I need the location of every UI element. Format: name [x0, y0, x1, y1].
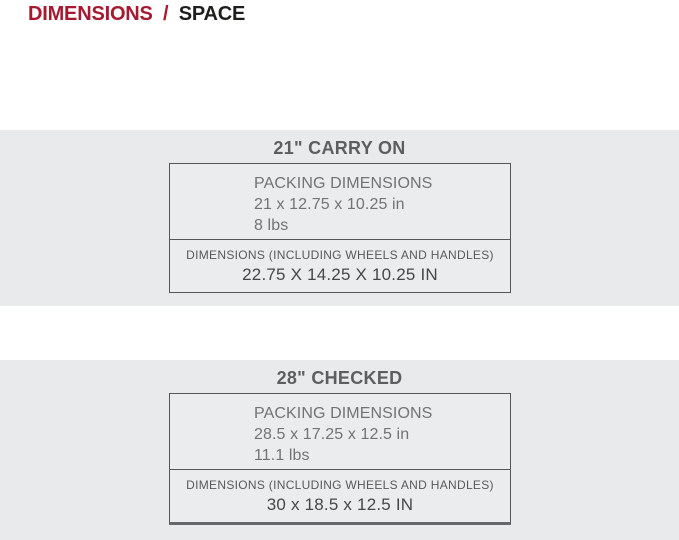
spec-table-checked	[169, 393, 511, 525]
page-title	[28, 3, 245, 26]
overall-dimensions-row	[170, 239, 510, 292]
section-title-checked: 28" CHECKED	[276, 368, 403, 388]
section-title-carry-on: 21" CARRY ON	[273, 138, 406, 158]
packing-weight: 8 lbs	[254, 217, 289, 234]
packing-weight: 11.1 lbs	[254, 447, 310, 464]
packing-heading: PACKING DIMENSIONS	[254, 405, 433, 422]
overall-size: 22.75 X 14.25 X 10.25 IN	[242, 265, 438, 284]
packing-dimensions-row	[170, 394, 510, 469]
page-title-dimensions: DIMENSIONS	[28, 3, 153, 25]
overall-dimensions-row	[170, 469, 510, 522]
overall-heading: DIMENSIONS (INCLUDING WHEELS AND HANDLES)	[186, 248, 494, 262]
page-title-space: SPACE	[178, 3, 246, 25]
packing-dimensions-row	[170, 164, 510, 239]
overall-heading: DIMENSIONS (INCLUDING WHEELS AND HANDLES)	[186, 478, 494, 492]
spec-table-carry-on	[169, 163, 511, 293]
packing-heading: PACKING DIMENSIONS	[254, 175, 433, 192]
section-carry-on	[0, 130, 679, 306]
overall-size: 30 x 18.5 x 12.5 IN	[266, 495, 414, 514]
packing-size: 21 x 12.75 x 10.25 in	[254, 196, 405, 213]
packing-size: 28.5 x 17.25 x 12.5 in	[254, 426, 410, 443]
section-checked	[0, 360, 679, 540]
page-title-separator: /	[163, 3, 169, 25]
